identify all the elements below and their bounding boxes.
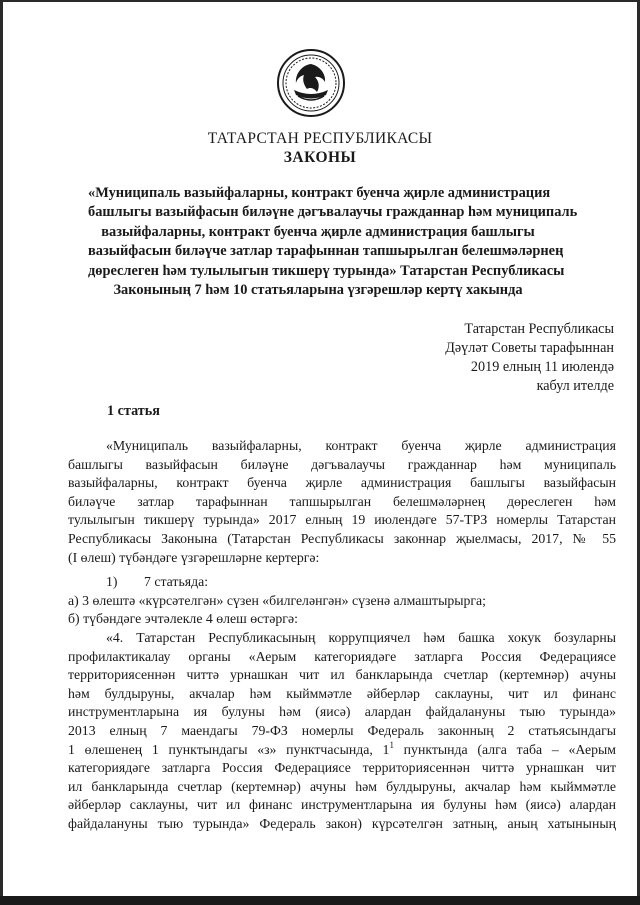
scan-edge-bottom — [0, 896, 640, 905]
paragraph-2 — [68, 629, 616, 834]
paragraph-line: категориядәге затларга Россия Федерациясе территориясеннән читтә урнашкан чит — [68, 760, 616, 776]
list-item: б) түбәндәге эчтәлекле 4 өлеш өстәргә: — [68, 611, 298, 627]
adoption-line: кабул ителде — [536, 378, 614, 394]
paragraph-line: ил банкларында счетлар (кертемнәр) ачуны һәм булдыруны, акчалар һәм кыйммәтле — [68, 778, 616, 794]
list-item-text: 7 статьяда: — [144, 574, 209, 589]
adoption-line: Дәүләт Советы тарафыннан — [445, 340, 614, 356]
republic-heading: ТАТАРСТАН РЕСПУБЛИКАСЫ — [207, 130, 433, 147]
title-line: дөреслеген һәм тулылыгын тикшерү турында» Татарстан Республикасы — [88, 262, 565, 279]
paragraph-line: (I өлеш) түбәндәге үзгәрешләрне кертергә: — [68, 549, 320, 565]
paragraph-line: башлыгы вазыйфасын биләүне дәгъвалаучы гражданнар һәм муниципаль — [68, 456, 616, 472]
law-heading: ЗАКОНЫ — [283, 149, 357, 166]
title-line: башлыгы вазыйфасын биләүне дәгъвалаучы гражданнар һәм муниципаль — [88, 204, 578, 221]
law-title — [88, 184, 578, 300]
title-line: Законының 7 һәм 10 статьяларына үзгәрешләр кертү хакында — [113, 282, 523, 299]
adoption-note — [374, 320, 614, 396]
line-text: пунктында (алга таба – «Аерым — [393, 741, 616, 757]
paragraph-line: территориясеннән читтә урнашкан чит ил банкларында счетлар (кертемнәр) ачуны — [68, 667, 616, 683]
paragraph-line: вазыйфаларны, контракт буенча җирле администрация башлыгы вазыйфасын — [68, 475, 616, 491]
paragraph-line: 2013 елның 7 маендагы 79-ФЗ номерлы Федераль законның 2 статьясындагы — [68, 722, 616, 738]
paragraph-line: һәм булдыруны, акчалар һәм кыйммәтле әйберләр саклауны, чит ил финанс — [68, 685, 616, 701]
adoption-line: 2019 елның 11 июлендә — [470, 359, 614, 375]
list-item: а) 3 өлештә «күрсәтелгән» сүзен «билгеләнгән» сүзенә алмаштырырга; — [68, 592, 487, 608]
amendment-list — [68, 573, 616, 629]
coat-of-arms-icon — [276, 48, 346, 118]
scan-edge-top — [0, 0, 640, 2]
article-heading: 1 статья — [107, 403, 160, 419]
paragraph-line — [68, 741, 616, 760]
title-line: вазыйфасын биләүче затлар тарафыннан тапшырылган белешмәләрнең — [88, 243, 564, 260]
paragraph-line: файдалануны тыю турында» Федераль закон) күрсәтелгән затның, аның хатынының — [68, 815, 616, 831]
paragraph-line: инструментларына ия булуны һәм (яисә) алардан файдалануны тыю турында» — [68, 704, 616, 720]
list-item — [68, 573, 616, 592]
paragraph-line: тулылыгын тикшерү турында» 2017 елның 19 июлендәге 57-ТРЗ номерлы Татарстан — [68, 512, 616, 528]
line-text: 1 өлешенең 1 пунктындагы «з» пунктчасында, 1 — [68, 741, 390, 757]
paragraph-line: әйберләр саклауны, чит ил финанс инструментларына ия булуны һәм (яисә) алардан — [68, 797, 616, 813]
superscript: 1 — [389, 739, 394, 750]
paragraph-line: биләүче затлар тарафыннан тапшырылган белешмәләрнең дөреслеген һәм — [68, 493, 616, 509]
paragraph-1 — [68, 437, 616, 567]
paragraph-line: «Муниципаль вазыйфаларны, контракт буенча җирле администрация — [106, 438, 616, 453]
adoption-line: Татарстан Республикасы — [464, 321, 614, 337]
list-item-number: 1) — [106, 574, 118, 589]
title-line: вазыйфаларны, контракт буенча җирле администрация башлыгы — [101, 223, 535, 240]
paragraph-line: профилактикалау органы «Аерым категориядәге затларга Россия Федерациясе — [68, 648, 616, 664]
paragraph-line: «4. Татарстан Республикасының коррупциячел һәм башка хокук бозуларны — [106, 630, 616, 645]
title-line: «Муниципаль вазыйфаларны, контракт буенча җирле администрация — [88, 185, 551, 201]
paragraph-line: Республикасы Законына (Татарстан Республикасы законнар җыелмасы, 2017, № 55 — [68, 530, 616, 546]
